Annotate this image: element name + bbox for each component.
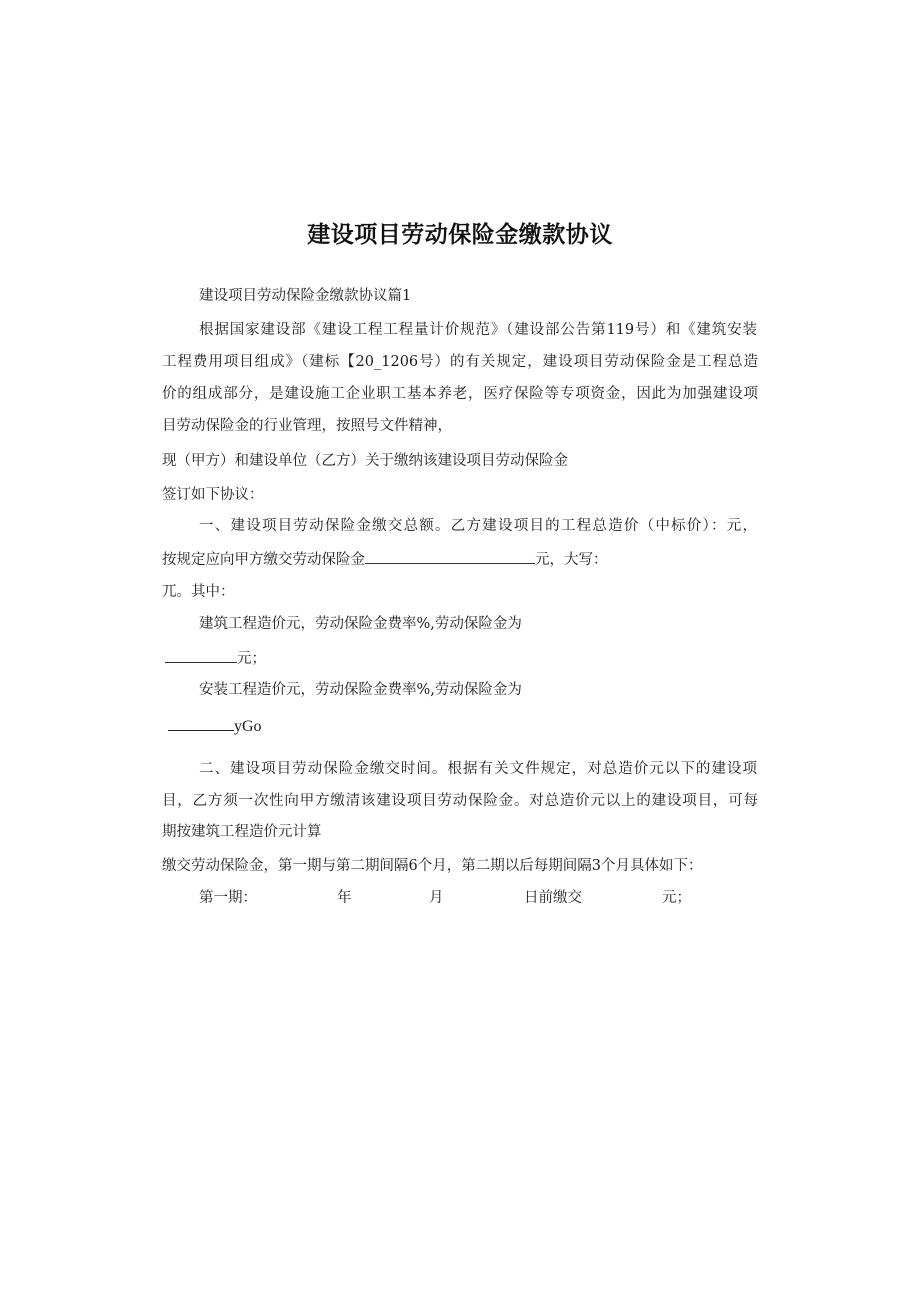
install-amount-blank[interactable] (168, 715, 234, 731)
section1-line-3: 兀。其中： (162, 584, 235, 600)
intro-line-2: 工程费用项目组成》（建标【20_1206号）的有关规定，建设项目劳动保险金是工程总造 (162, 354, 758, 370)
building-amount-unit: 元； (237, 651, 266, 667)
schedule-period-label: 第一期： (199, 890, 257, 906)
intro-line-4: 目劳动保险金的行业管理，按照号文件精神， (162, 418, 452, 434)
intro-line-6: 签订如下协议： (162, 487, 264, 503)
section1-line-2-prefix: 按规定应向甲方缴交劳动保险金 (162, 552, 365, 568)
schedule-month-label: 月 (429, 890, 444, 906)
intro-line-3: 价的组成部分，是建设施工企业职工基本养老，医疗保险等专项资金，因此为加强建设项 (162, 386, 758, 402)
install-amount-tail: yGo (234, 718, 262, 735)
document-title: 建设项目劳动保险金缴款协议 (307, 222, 613, 248)
install-cost-line: 安装工程造价元，劳动保险金费率%,劳动保险金为 (199, 682, 522, 698)
schedule-unit-label: 元； (662, 890, 691, 906)
section2-line-1: 二、建设项目劳动保险金缴交时间。根据有关文件规定，对总造价元以下的建设项 (199, 761, 757, 777)
intro-line-5: 现（甲方）和建设单位（乙方）关于缴纳该建设项目劳动保险金 (162, 453, 568, 469)
building-cost-line: 建筑工程造价元，劳动保险金费率%,劳动保险金为 (199, 616, 522, 632)
building-amount-blank[interactable] (165, 648, 237, 663)
document-subtitle: 建设项目劳动保险金缴款协议篇1 (199, 288, 412, 304)
schedule-year-label: 年 (337, 890, 352, 906)
amount-blank[interactable] (365, 549, 535, 564)
section1-line-2 (162, 549, 608, 570)
intro-line-1: 根据国家建设部《建设工程工程量计价规范》（建设部公告第119号）和《建筑安装 (199, 322, 757, 338)
building-amount-line (165, 648, 266, 669)
section2-line-2: 目，乙方须一次性向甲方缴清该建设项目劳动保险金。对总造价元以上的建设项目，可每 (162, 793, 758, 809)
section1-line-1: 一、建设项目劳动保险金缴交总额。乙方建设项目的工程总造价（中标价）：元， (199, 518, 757, 534)
section1-line-2-suffix: 元，大写： (535, 552, 608, 568)
install-amount-line (168, 715, 262, 737)
section2-line-3: 期按建筑工程造价元计算 (162, 824, 322, 840)
section2-line-4: 缴交劳动保险金，第一期与第二期间隔6个月，第二期以后每期间隔3个月具体如下： (162, 858, 703, 874)
schedule-row (0, 888, 920, 908)
schedule-day-label: 日前缴交 (524, 890, 582, 906)
